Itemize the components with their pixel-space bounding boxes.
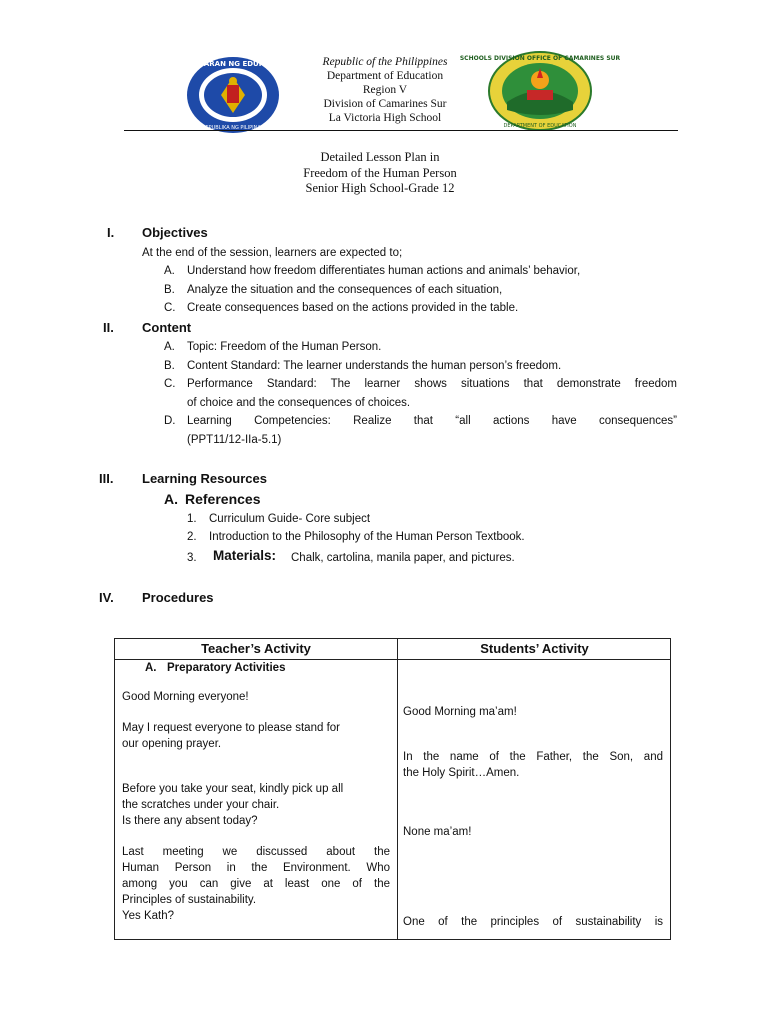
content-c-letter: C. [164, 378, 176, 390]
teacher-line-review-2: Human Person in the Environment. Who [122, 862, 390, 874]
prep-heading: Preparatory Activities [167, 662, 286, 674]
teacher-line-seat-1: Before you take your seat, kindly pick up all [122, 783, 344, 795]
section-numeral-procedures: IV. [99, 590, 114, 605]
materials-text: Chalk, cartolina, manila paper, and pictures. [291, 552, 515, 564]
section-heading-objectives: Objectives [142, 225, 208, 240]
section-heading-procedures: Procedures [142, 590, 214, 605]
svg-text:KAGAWARAN NG EDUKASYON: KAGAWARAN NG EDUKASYON [174, 60, 292, 68]
title-line-3: Senior High School-Grade 12 [305, 181, 455, 195]
table-header-divider [115, 659, 670, 660]
students-activity-header: Students’ Activity [480, 641, 589, 656]
content-c-text-line1: Performance Standard: The learner shows situations that demonstrate freedom [187, 378, 677, 390]
section-numeral-objectives: I. [107, 225, 115, 240]
lesson-title [250, 150, 510, 197]
teacher-line-greeting: Good Morning everyone! [122, 691, 249, 703]
teacher-line-review-5: Yes Kath? [122, 910, 175, 922]
reference-2-text: Introduction to the Philosophy of the Human Person Textbook. [209, 531, 525, 543]
header-region: Region V [362, 84, 408, 96]
header-school: La Victoria High School [328, 112, 442, 124]
section-heading-content: Content [142, 320, 192, 335]
teacher-activity-header: Teacher’s Activity [201, 641, 311, 656]
teacher-line-review-3: among you can give at least one of the [122, 878, 390, 890]
header-department: Department of Education [326, 70, 444, 82]
title-line-1: Detailed Lesson Plan in [320, 150, 440, 164]
teacher-line-seat-2: the scratches under your chair. [122, 799, 280, 811]
content-b-text: Content Standard: The learner understands the human person’s freedom. [187, 360, 562, 372]
content-d-text-line2: (PPT11/12-IIa-5.1) [187, 434, 282, 446]
header-republic: Republic of the Philippines [322, 56, 448, 68]
deped-seal-logo [174, 55, 292, 135]
division-seal-logo [459, 50, 621, 132]
student-line-prayer-1: In the name of the Father, the Son, and [403, 751, 663, 763]
student-line-absent: None ma’am! [403, 826, 472, 838]
objectives-intro: At the end of the session, learners are expected to; [142, 247, 403, 259]
objective-b-letter: B. [164, 284, 175, 296]
section-numeral-content: II. [103, 320, 114, 335]
objective-a-text: Understand how freedom differentiates human actions and animals’ behavior, [187, 265, 581, 277]
teacher-line-review-4: Principles of sustainability. [122, 894, 257, 906]
prep-letter: A. [145, 662, 157, 674]
objective-c-text: Create consequences based on the actions provided in the table. [187, 302, 519, 314]
content-d-text-line1: Learning Competencies: Realize that “all actions have consequences” [187, 415, 677, 427]
svg-text:DEPARTMENT OF EDUCATION: DEPARTMENT OF EDUCATION [503, 123, 577, 129]
svg-text:SCHOOLS DIVISION OFFICE OF CAM: SCHOOLS DIVISION OFFICE OF CAMARINES SUR [459, 55, 621, 62]
teacher-line-review-1: Last meeting we discussed about the [122, 846, 390, 858]
reference-1-text: Curriculum Guide- Core subject [209, 513, 371, 525]
school-header [300, 55, 470, 125]
header-division: Division of Camarines Sur [323, 98, 447, 110]
reference-1-num: 1. [187, 513, 197, 525]
header-divider [124, 130, 678, 131]
svg-text:REPUBLIKA NG PILIPINAS: REPUBLIKA NG PILIPINAS [202, 125, 264, 131]
content-a-letter: A. [164, 341, 175, 353]
objective-c-letter: C. [164, 302, 176, 314]
content-d-letter: D. [164, 415, 176, 427]
section-numeral-resources: III. [99, 471, 114, 486]
references-heading: References [185, 491, 261, 507]
student-line-prayer-2: the Holy Spirit…Amen. [403, 767, 520, 779]
activity-table [114, 638, 671, 940]
content-c-text-line2: of choice and the consequences of choices. [187, 397, 411, 409]
teacher-line-absent: Is there any absent today? [122, 815, 258, 827]
section-heading-resources: Learning Resources [142, 471, 267, 486]
content-b-letter: B. [164, 360, 175, 372]
materials-num: 3. [187, 552, 197, 564]
objective-a-letter: A. [164, 265, 175, 277]
table-column-divider [397, 639, 398, 939]
title-line-2: Freedom of the Human Person [303, 165, 457, 180]
content-a-text: Topic: Freedom of the Human Person. [187, 341, 382, 353]
teacher-line-prayer-2: our opening prayer. [122, 738, 222, 750]
materials-label: Materials: [213, 548, 277, 563]
student-line-greeting: Good Morning ma’am! [403, 706, 517, 718]
reference-2-num: 2. [187, 531, 197, 543]
objective-b-text: Analyze the situation and the consequences of each situation, [187, 284, 503, 296]
references-letter: A. [164, 491, 178, 507]
teacher-line-prayer-1: May I request everyone to please stand for [122, 722, 340, 734]
student-line-principle: One of the principles of sustainability is [403, 916, 663, 928]
